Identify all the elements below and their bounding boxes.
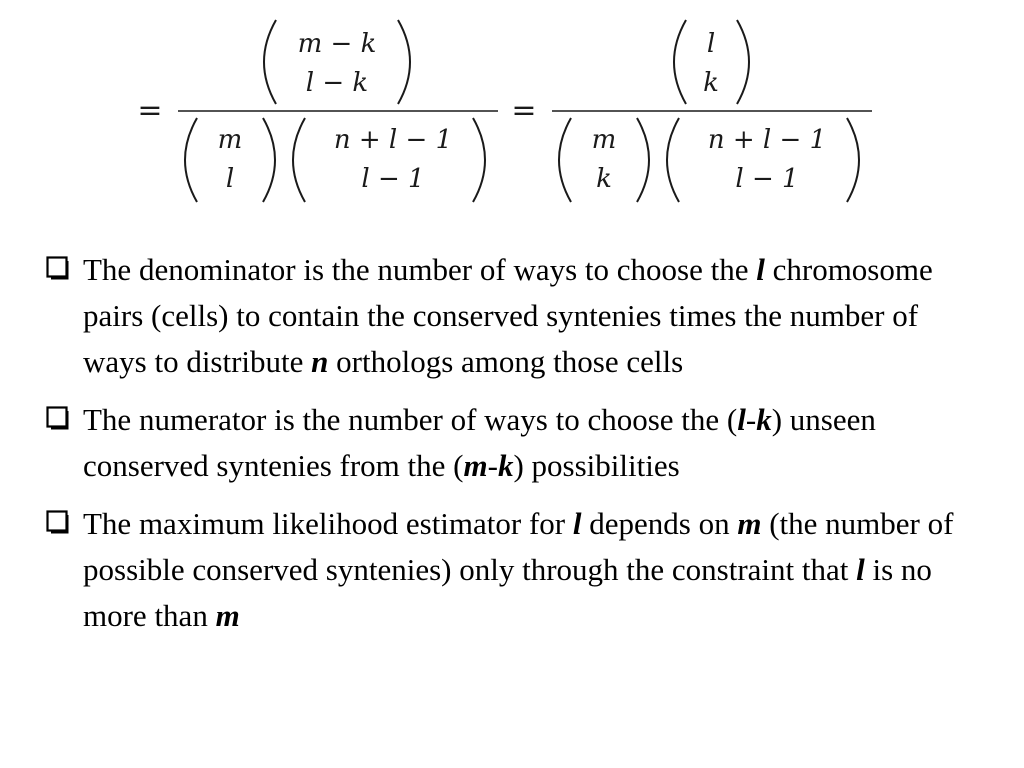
variable-k: k [497,448,514,483]
text-run: - [745,402,757,437]
binomial-denominator-1b [293,118,485,202]
likelihood-formula [0,0,1024,230]
equals-sign: = [137,93,163,128]
binomial-top: m − k [297,29,377,59]
bullet-text [83,506,953,633]
right-paren [637,118,649,202]
equals-sign: = [511,93,537,128]
binomial-denominator-2b [667,118,859,202]
text-run: The numerator is the number of ways to choose the ( [83,402,738,437]
text-run: depends on [581,506,738,541]
binomial-bottom: l − 1 [735,164,799,194]
variable-l: l [737,402,746,437]
binomial-bottom: k [703,68,719,98]
text-run: chromosome pairs (cells) to contain the conserved syntenies times the number of ways to distribute [83,252,933,379]
binomial-top: m [217,125,243,155]
bullet-denominator [46,247,976,385]
variable-k: k [756,402,772,437]
bullet-text [83,252,933,379]
bullet-mle [46,501,976,639]
right-paren [398,20,410,104]
variable-m: m [737,506,762,541]
bullet-list [46,247,976,651]
right-paren [737,20,749,104]
bullet-numerator [46,397,976,489]
binomial-top: m [591,125,617,155]
text-run: ) possibilities [513,448,680,483]
left-paren [667,118,679,202]
binomial-bottom: l − 1 [361,164,425,194]
binomial-denominator-1a [185,118,275,202]
binomial-numerator-1 [264,20,410,104]
binomial-bottom: l [225,164,235,194]
text-run: ) unseen conserved syntenies from the ( [83,402,876,483]
binomial-top: n + l − 1 [707,125,827,155]
checkbox-bullet-icon [46,406,72,432]
variable-l: l [572,506,582,541]
checkbox-bullet-icon [46,510,72,536]
right-paren [263,118,275,202]
checkbox-bullet-icon [46,256,72,282]
binomial-top: l [706,29,716,59]
text-run: is no more than [83,552,932,633]
variable-n: n [311,344,329,379]
variable-l: l [756,252,765,287]
text-run: - [487,448,498,483]
binomial-bottom: l − k [305,68,369,98]
bullet-text [83,402,876,483]
text-run: (the number of possible conserved syntenies) only through the constraint that [83,506,954,587]
left-paren [185,118,197,202]
text-run: The maximum likelihood estimator for [83,506,573,541]
left-paren [293,118,305,202]
right-paren [473,118,485,202]
binomial-bottom: k [596,164,612,194]
binomial-numerator-2 [674,20,749,104]
text-run: orthologs among those cells [328,344,684,379]
right-paren [847,118,859,202]
variable-m: m [463,448,488,483]
variable-l: l [856,552,865,587]
left-paren [559,118,571,202]
variable-m: m [215,598,240,633]
binomial-top: n + l − 1 [333,125,453,155]
left-paren [674,20,686,104]
text-run: The denominator is the number of ways to choose the [83,252,757,287]
binomial-denominator-2a [559,118,649,202]
left-paren [264,20,276,104]
